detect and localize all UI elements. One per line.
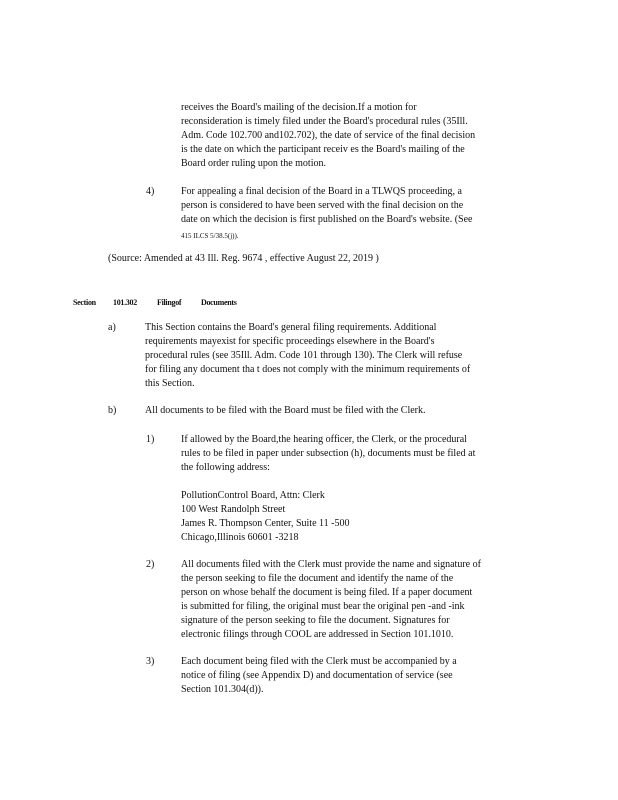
item-b2-text: All documents filed with the Clerk must provide the name and signature of the person seeking to file the document and identify the name of the person on whose behalf the document is being filed. If a paper document is submitted for filing, the original must bear the original pen -and -ink signature of the person seeking to file the document. Signatures for electronic filings through COOL are addressed in Section 101.1010. (181, 559, 481, 640)
item-4-citation: 415 ILCS 5/38.5(j)). (181, 232, 239, 240)
item-b1-number: 1) (146, 434, 155, 445)
section-title-part-1: Filingof (157, 298, 182, 307)
continued-paragraph: receives the Board's mailing of the decision.If a motion for reconsideration is timely filed under the Board's procedural rules (35Ill. Adm. Code 102.700 and102.702), the date of service of the final decision is the date on which the participant receiv es the Board's mailing of the Board order ruling upon the motion. (181, 102, 476, 169)
section-title-part-2: Documents (201, 298, 237, 307)
item-b3-text: Each document being filed with the Clerk must be accompanied by a notice of filing (see Appendix D) and documentation of service (see Section 101.304(d)). (181, 656, 457, 695)
clerk-address: PollutionControl Board, Attn: Clerk 100 West Randolph Street James R. Thompson Center, Suite 11 -500 Chicago,Illinois 60601 -3218 (181, 490, 350, 543)
source-note: (Source: Amended at 43 Ill. Reg. 9674 , effective August 22, 2019 ) (108, 253, 379, 264)
item-4-number: 4) (146, 186, 155, 197)
subsection-a-number: a) (108, 322, 116, 333)
section-label: Section (73, 298, 96, 307)
subsection-b-text: All documents to be filed with the Board must be filed with the Clerk. (145, 405, 426, 416)
item-b1-text: If allowed by the Board,the hearing officer, the Clerk, or the procedural rules to be filed in paper under subsection (h), documents must be filed at the following address: (181, 434, 476, 473)
item-b3-number: 3) (146, 656, 155, 667)
subsection-b-number: b) (108, 405, 117, 416)
item-4-text: For appealing a final decision of the Board in a TLWQS proceeding, a person is considered to have been served with the final decision on the date on which the decision is first published on the Board's website. (See (181, 186, 473, 225)
item-b2-number: 2) (146, 559, 155, 570)
section-number: 101.302 (113, 298, 137, 307)
subsection-a-text: This Section contains the Board's general filing requirements. Additional requirements mayexist for specific proceedings elsewhere in the Board's procedural rules (see 35Ill. Adm. Code 101 through 130). The Clerk will refuse for filing any document tha t does not comply with the minimum requirements of this Section. (145, 322, 471, 389)
